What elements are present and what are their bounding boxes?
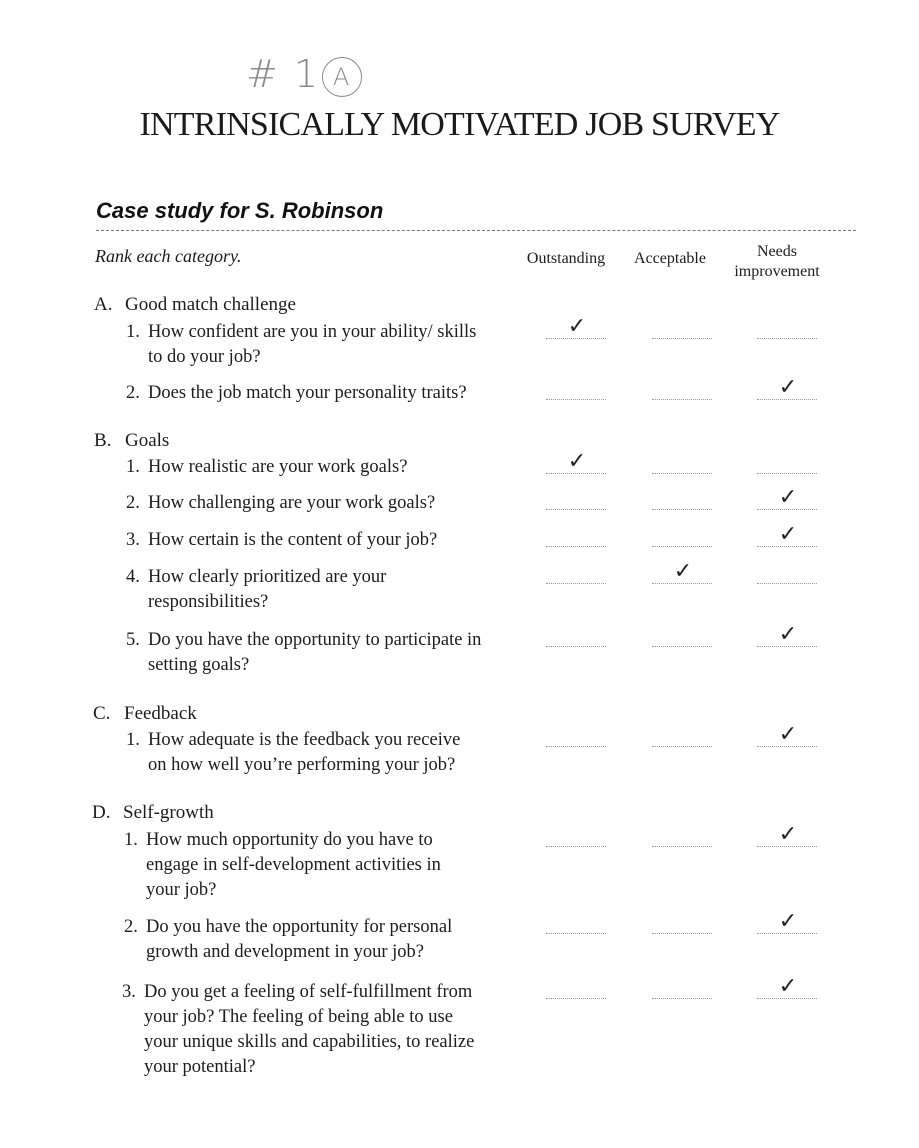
question-number: 1. (126, 322, 140, 342)
rating-blank-outstanding[interactable] (546, 473, 606, 474)
rating-blank-outstanding[interactable] (546, 509, 606, 510)
rating-blank-acceptable[interactable] (652, 509, 712, 510)
column-header-needs-line2: improvement (734, 263, 820, 280)
check-mark-needs-improvement: ✓ (778, 522, 798, 547)
rating-blank-needs-improvement[interactable] (757, 583, 817, 584)
question-number: 2. (126, 383, 140, 403)
section-letter: B. (94, 430, 112, 451)
case-number-text: # 1 (246, 52, 321, 96)
rating-blank-needs-improvement[interactable] (757, 546, 817, 547)
check-mark-acceptable: ✓ (673, 559, 693, 584)
rating-blank-acceptable[interactable] (652, 846, 712, 847)
question-number: 5. (126, 630, 140, 650)
handwritten-case-number (246, 52, 362, 97)
question-text: Does the job match your personality traits? (148, 383, 467, 403)
question-number: 2. (126, 493, 140, 513)
column-header-outstanding: Outstanding (526, 250, 606, 267)
check-mark-outstanding: ✓ (567, 314, 587, 339)
check-mark-needs-improvement: ✓ (778, 375, 798, 400)
rating-blank-needs-improvement[interactable] (757, 998, 817, 999)
question-text: How adequate is the feedback you receive on how well you’re performing your job? (148, 730, 461, 775)
section-title: Goals (125, 430, 170, 451)
rating-blank-acceptable[interactable] (652, 338, 712, 339)
question-text: How confident are you in your ability/ skills to do your job? (148, 322, 477, 367)
check-mark-needs-improvement: ✓ (778, 485, 798, 510)
section-title: Feedback (124, 703, 197, 724)
question-text: How clearly prioritized are your responsibilities? (148, 567, 387, 612)
section-letter: C. (93, 703, 111, 724)
column-header-acceptable: Acceptable (634, 250, 706, 267)
rating-blank-outstanding[interactable] (546, 583, 606, 584)
rating-blank-acceptable[interactable] (652, 546, 712, 547)
check-mark-needs-improvement: ✓ (778, 974, 798, 999)
divider (96, 230, 856, 231)
section-letter: D. (92, 802, 111, 823)
rating-blank-outstanding[interactable] (546, 399, 606, 400)
rating-blank-acceptable[interactable] (652, 933, 712, 934)
column-header-needs-line1: Needs (757, 243, 797, 260)
question-number: 1. (126, 457, 140, 477)
rating-blank-needs-improvement[interactable] (757, 933, 817, 934)
question-text: How challenging are your work goals? (148, 493, 436, 513)
rating-blank-outstanding[interactable] (546, 746, 606, 747)
circled-letter: A (322, 57, 362, 97)
check-mark-needs-improvement: ✓ (778, 622, 798, 647)
rating-blank-needs-improvement[interactable] (757, 509, 817, 510)
rating-blank-outstanding[interactable] (546, 338, 606, 339)
rating-blank-outstanding[interactable] (546, 998, 606, 999)
rating-blank-acceptable[interactable] (652, 646, 712, 647)
section-letter: A. (94, 294, 113, 315)
column-header-needs-improvement (724, 242, 830, 282)
survey-title: INTRINSICALLY MOTIVATED JOB SURVEY (139, 106, 780, 143)
rating-blank-outstanding[interactable] (546, 646, 606, 647)
check-mark-outstanding: ✓ (567, 449, 587, 474)
rating-blank-acceptable[interactable] (652, 998, 712, 999)
rating-blank-acceptable[interactable] (652, 583, 712, 584)
rating-blank-needs-improvement[interactable] (757, 338, 817, 339)
question-number: 1. (124, 830, 138, 850)
check-mark-needs-improvement: ✓ (778, 822, 798, 847)
question-text: How much opportunity do you have to engage in self-development activities in your job? (146, 830, 441, 900)
question-text: How realistic are your work goals? (148, 457, 408, 477)
question-number: 1. (126, 730, 140, 750)
rating-blank-acceptable[interactable] (652, 746, 712, 747)
question-number: 3. (126, 530, 140, 550)
case-study-subtitle: Case study for S. Robinson (96, 198, 384, 223)
rating-blank-outstanding[interactable] (546, 846, 606, 847)
rating-blank-outstanding[interactable] (546, 546, 606, 547)
rating-blank-outstanding[interactable] (546, 933, 606, 934)
question-text: How certain is the content of your job? (148, 530, 438, 550)
rating-blank-needs-improvement[interactable] (757, 473, 817, 474)
rating-blank-acceptable[interactable] (652, 473, 712, 474)
section-title: Good match challenge (125, 294, 296, 315)
rating-blank-needs-improvement[interactable] (757, 746, 817, 747)
rating-blank-needs-improvement[interactable] (757, 646, 817, 647)
rating-blank-acceptable[interactable] (652, 399, 712, 400)
question-text: Do you have the opportunity to participate in setting goals? (148, 630, 482, 675)
question-text: Do you get a feeling of self-fulfillment from your job? The feeling of being able to use your unique skills and capabilities, to realize your potential? (144, 982, 475, 1077)
rating-blank-needs-improvement[interactable] (757, 846, 817, 847)
rating-blank-needs-improvement[interactable] (757, 399, 817, 400)
section-title: Self-growth (123, 802, 214, 823)
question-number: 4. (126, 567, 140, 587)
question-text: Do you have the opportunity for personal growth and development in your job? (146, 917, 453, 962)
question-number: 2. (124, 917, 138, 937)
question-number: 3. (122, 982, 136, 1002)
instruction-text: Rank each category. (95, 246, 242, 266)
check-mark-needs-improvement: ✓ (778, 722, 798, 747)
check-mark-needs-improvement: ✓ (778, 909, 798, 934)
